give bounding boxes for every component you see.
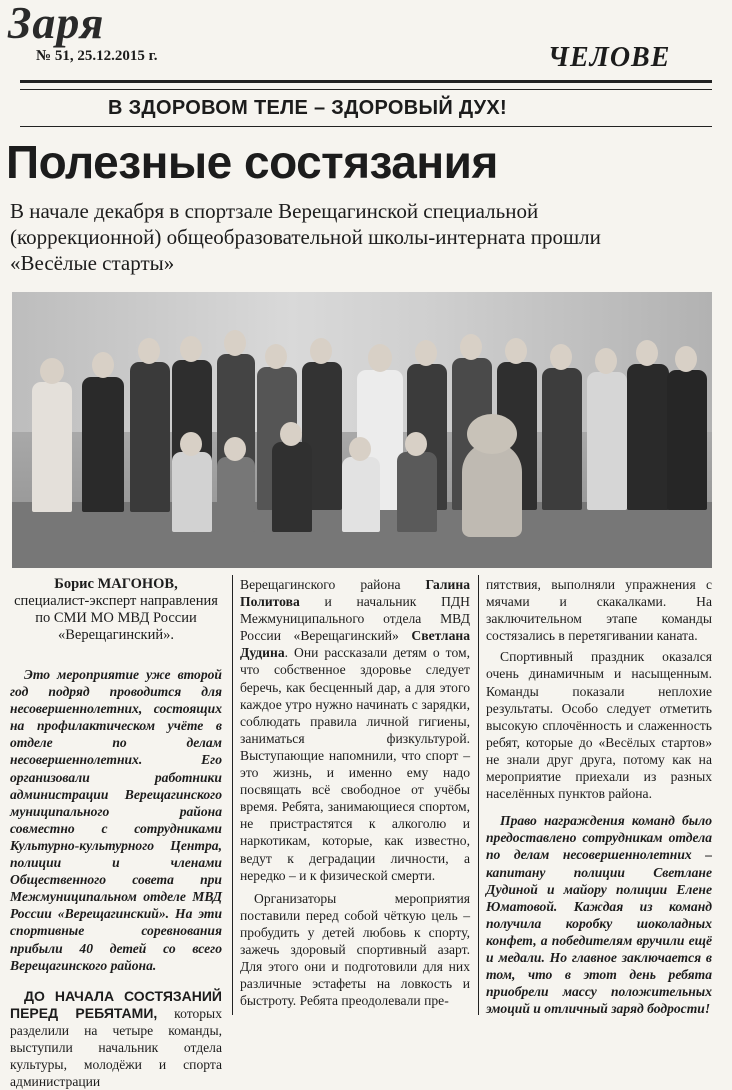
article-column-3	[486, 576, 712, 1017]
photo-head	[636, 340, 658, 366]
photo-mascot	[462, 442, 522, 537]
article-paragraph: Организаторы мероприятия поставили перед собой чёткую цель – пробудить у детей любовь к спорту, зажечь здоровый спортивный азарт. Для этого они и подготовили для них различные эстафеты на ловкость и быстроту. Ребята преодолевали пре-	[240, 890, 470, 1009]
article-paragraph: Это мероприятие уже второй год подряд проводится для несовершеннолетних, состоящих на профилактическом учёте в отделе по делам несовершеннолетних. Его организовали работники администрации Верещагинского муниципального района совместно с сотрудниками Культурно-культурного Центра, полиции и членами Общественного совета при Межмуниципальном отделе МВД России «Верещагинский». На эти спортивные соревнования прибыли 40 детей со всего Верещагинского района.	[10, 667, 222, 973]
section-title: ЧЕЛОВЕ	[548, 42, 671, 73]
header-rule	[20, 80, 712, 83]
photo-head	[415, 340, 437, 366]
article-lead: В начале декабря в спортзале Верещагинской специальной (коррекционной) общеобразовательной школы-интерната прошли «Весёлые старты»	[10, 199, 601, 275]
photo-head	[505, 338, 527, 364]
person-name: Светлана Дудина	[240, 628, 470, 661]
photo-head	[180, 432, 202, 456]
article-paragraph: Спортивный праздник оказался очень динамичным и насыщенным. Команды показали неплохие результаты. Особо следует отметить высокую сплочённость и слаженность ребят, которые до «Весёлых стартов» не знали друг друга, потому как на мероприятие приехали из разных населённых пунктов района.	[486, 649, 712, 802]
article-paragraph: пятствия, выполняли упражнения с мячами и скакалками. На заключительном этапе команды состязались в перетягивании каната.	[486, 577, 712, 644]
photo-head	[595, 348, 617, 374]
photo-head	[138, 338, 160, 364]
photo-person	[627, 364, 669, 510]
photo-child	[272, 442, 312, 532]
author-name: Борис МАГОНОВ,	[54, 576, 178, 592]
photo-head	[675, 346, 697, 372]
article-column-1	[10, 576, 222, 1090]
photo-child	[172, 452, 212, 532]
photo-person	[587, 372, 627, 510]
author-byline	[10, 576, 222, 644]
photo-child	[397, 452, 437, 532]
photo-head	[349, 437, 371, 461]
photo-head	[405, 432, 427, 456]
article-paragraph: Право награждения команд было предоставлено сотрудникам отдела по делам несовершеннолетних – капитану полиции Светлане Дудиной и майору полиции Елене Юматовой. Каждая из команд получила коробку шоколадных конфет, а победителям вручили ещё и медали. Но главное заключается в том, что в этот день ребята приобрели массу положительных эмоций и отличный заряд бодрости!	[486, 813, 712, 1017]
photo-head	[224, 330, 246, 356]
photo-head	[280, 422, 302, 446]
photo-head	[460, 334, 482, 360]
photo-head	[368, 344, 392, 372]
issue-number-date: № 51, 25.12.2015 г.	[36, 48, 158, 64]
photo-child	[342, 457, 380, 532]
newspaper-masthead: Заря	[8, 0, 105, 48]
rubric-rule-bottom	[20, 126, 712, 127]
author-role: специалист-эксперт направления по СМИ МО МВД России «Верещагинский».	[14, 593, 218, 643]
photo-mascot-head	[467, 414, 517, 454]
photo-head	[310, 338, 332, 364]
photo-person	[667, 370, 707, 510]
photo-person	[82, 377, 124, 512]
photo-head	[550, 344, 572, 370]
section-lead-caps: ДО НАЧАЛА СОСТЯЗАНИЙ ПЕРЕД РЕБЯТАМИ,	[10, 987, 222, 1021]
article-paragraph: Верещагинского района Галина Политова и начальник ПДН Межмуниципального отдела МВД России «Верещагинский» Светлана Дудина. Они рассказали детям о том, что собственное здоровье следует беречь, как бесценный дар, а для этого каждое утро нужно начинать с зарядки, соблюдать правила личной гигиены, заниматься физкультурой. Выступающие напомнили, что спорт – это жизнь, и именно ему надо посвящать всё свободное от учёбы время. Ребята, занимающиеся спортом, не пристрастятся к алкоголю и наркотикам, которые, как известно, ведут к деградации личности, а нередко – и к физической смерти.	[240, 577, 470, 883]
photo-head	[265, 344, 287, 369]
photo-head	[224, 437, 246, 461]
photo-person	[32, 382, 72, 512]
photo-head	[40, 358, 64, 384]
photo-person	[542, 368, 582, 510]
article-paragraph: ДО НАЧАЛА СОСТЯЗАНИЙ ПЕРЕД РЕБЯТАМИ, которых разделили на четыре команды, выступили начальник отдела культуры, молодёжи и спорта администрации	[10, 987, 222, 1090]
article-column-2	[240, 576, 470, 1009]
photo-child	[217, 457, 255, 532]
photo-head	[92, 352, 114, 378]
group-photo	[12, 292, 712, 568]
column-divider	[478, 575, 479, 1015]
photo-person	[130, 362, 170, 512]
rubric-rule-top	[20, 89, 712, 90]
person-name: Галина Политова	[240, 577, 470, 610]
photo-head	[180, 336, 202, 362]
article-headline: Полезные состязания	[6, 136, 498, 188]
rubric-title: В ЗДОРОВОМ ТЕЛЕ – ЗДОРОВЫЙ ДУХ!	[108, 97, 508, 119]
column-divider	[232, 575, 233, 1015]
